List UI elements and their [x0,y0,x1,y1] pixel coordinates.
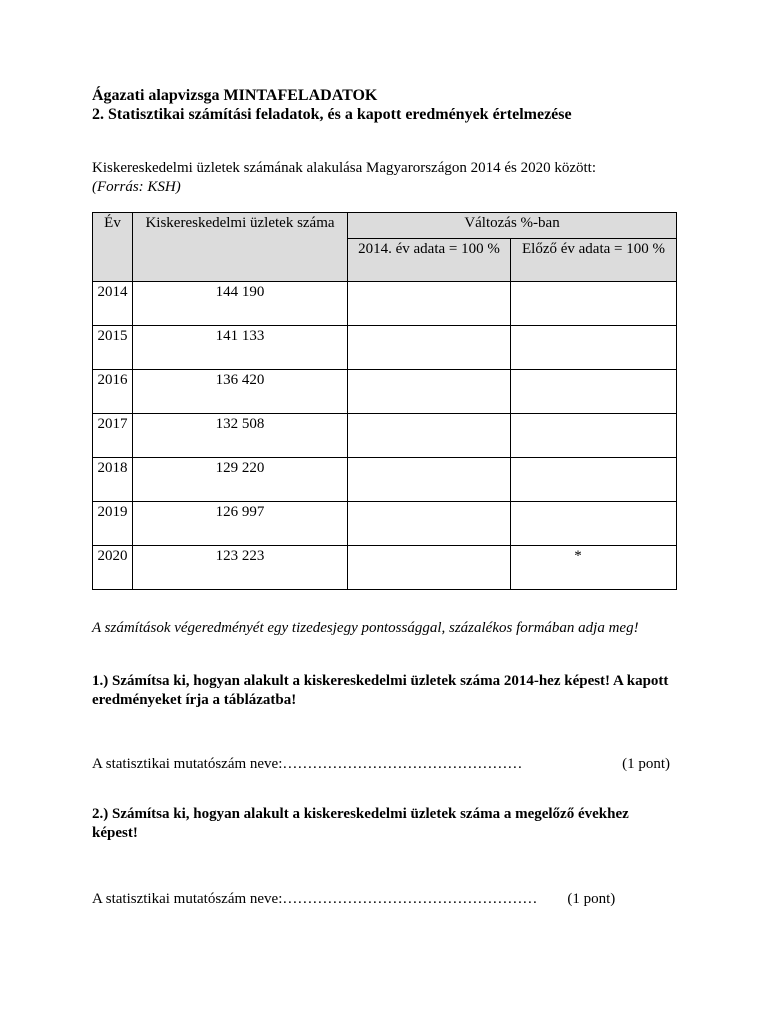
base-index-cell[interactable] [348,502,511,546]
table-row [93,458,677,502]
year-cell: 2016 [93,370,133,414]
question-2: 2.) Számítsa ki, hogyan alakult a kiskereskedelmi üzletek száma a megelőző évekhez képest! [92,806,629,841]
points-1: (1 pont) [622,756,670,772]
table-row [93,282,677,326]
title-line-2: 2. Statisztikai számítási feladatok, és a kapott eredmények értelmezése [92,106,572,123]
base-index-cell[interactable] [348,326,511,370]
chain-index-cell[interactable] [511,458,677,502]
year-cell: 2018 [93,458,133,502]
header-year: Év [93,213,133,282]
points-2: (1 pont) [567,891,616,907]
header-change: Változás %-ban [348,213,677,239]
data-table [92,212,677,590]
count-cell: 144 190 [133,282,348,326]
title-line-1: Ágazati alapvizsga MINTAFELADATOK [92,87,378,104]
instruction-note: A számítások végeredményét egy tizedesjegy pontossággal, százalékos formában adja meg! [92,620,639,636]
year-cell: 2017 [93,414,133,458]
table-row [93,546,677,590]
header-store-count: Kiskereskedelmi üzletek száma [133,213,348,282]
table-row [93,502,677,546]
question-1: 1.) Számítsa ki, hogyan alakult a kiskereskedelmi üzletek száma 2014-hez képest! A kapott eredményeket írja a táblázatba! [92,673,669,708]
table-row [93,414,677,458]
year-cell: 2015 [93,326,133,370]
year-cell: 2019 [93,502,133,546]
header-chain-index: Előző év adata = 100 % [511,239,677,282]
base-index-cell[interactable] [348,370,511,414]
answer-label-2[interactable]: A statisztikai mutatószám neve:…………………………………………… [92,891,538,907]
table-row [93,326,677,370]
year-cell: 2020 [93,546,133,590]
intro-text: Kiskereskedelmi üzletek számának alakulása Magyarországon 2014 és 2020 között: [92,160,597,176]
base-index-cell[interactable] [348,546,511,590]
answer-label-1[interactable]: A statisztikai mutatószám neve:………………………………………… [92,756,523,772]
table-row [93,370,677,414]
chain-index-cell[interactable] [511,326,677,370]
base-index-cell[interactable] [348,458,511,502]
count-cell: 132 508 [133,414,348,458]
answer-line-1 [92,756,670,773]
chain-index-cell-star: * [511,546,677,590]
count-cell: 141 133 [133,326,348,370]
intro-source: (Forrás: KSH) [92,179,181,195]
answer-line-2 [92,890,652,908]
chain-index-cell[interactable] [511,502,677,546]
intro-paragraph [92,159,596,197]
chain-index-cell[interactable] [511,282,677,326]
year-cell: 2014 [93,282,133,326]
count-cell: 126 997 [133,502,348,546]
base-index-cell[interactable] [348,282,511,326]
document-title [92,86,572,124]
count-cell: 123 223 [133,546,348,590]
chain-index-cell[interactable] [511,414,677,458]
count-cell: 129 220 [133,458,348,502]
count-cell: 136 420 [133,370,348,414]
header-base-index: 2014. év adata = 100 % [348,239,511,282]
base-index-cell[interactable] [348,414,511,458]
chain-index-cell[interactable] [511,370,677,414]
